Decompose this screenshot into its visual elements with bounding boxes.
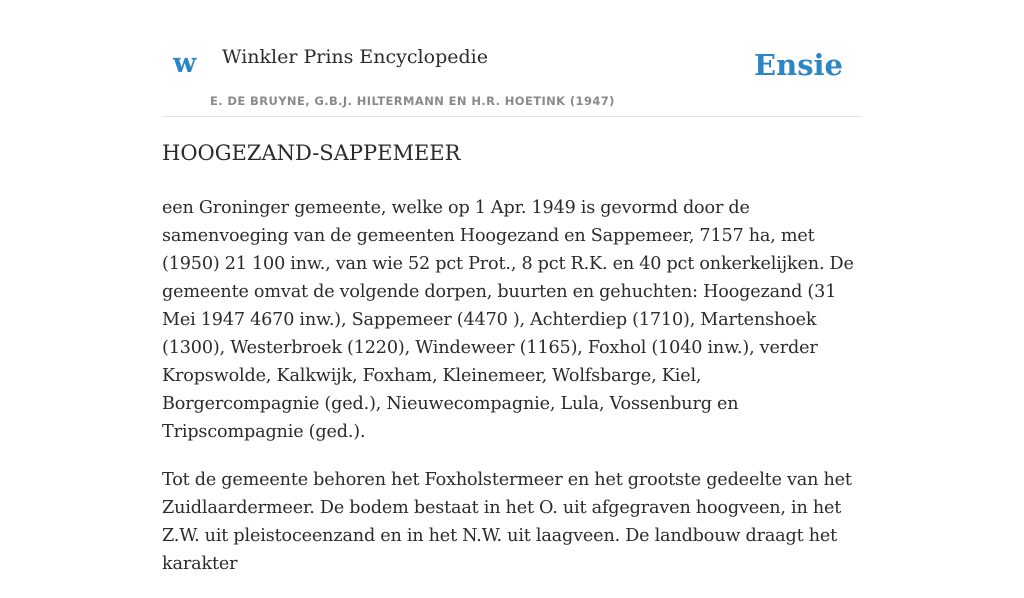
article-title: HOOGEZAND-SAPPEMEER bbox=[162, 141, 461, 165]
ensie-brand-logo[interactable]: Ensie bbox=[754, 48, 843, 82]
site-title[interactable]: Winkler Prins Encyclopedie bbox=[222, 46, 488, 68]
article-paragraph-2: Tot de gemeente behoren het Foxholstermeer en het grootste gedeelte van het Zuidlaardermeer. De bodem bestaat in het O. uit afgegraven hoogveen, in het Z.W. uit pleistoceenzand en in het N.W. uit laagveen. De landbouw draagt het karakter bbox=[162, 470, 852, 575]
site-header bbox=[162, 0, 862, 117]
authors-byline: E. DE BRUYNE, G.B.J. HILTERMANN EN H.R. HOETINK (1947) bbox=[210, 94, 615, 108]
article bbox=[162, 139, 862, 598]
article-paragraph-1: een Groninger gemeente, welke op 1 Apr. 1949 is gevormd door de samenvoeging van de gemeenten Hoogezand en Sappemeer, 7157 ha, met (1950) 21 100 inw., van wie 52 pct Prot., 8 pct R.K. en 40 pct onkerkelijken. De gemeente omvat de volgende dorpen, buurten en gehuchten: Hoogezand (31 Mei 1947 4670 inw.), Sappemeer (4470 ), Achterdiep (1710), Martenshoek (1300), Westerbroek (1220), Windeweer (1165), Foxhol (1040 inw.), verder Kropswolde, Kalkwijk, Foxham, Kleinemeer, Wolfsbarge, Kiel, Borgercompagnie (ged.), Nieuwecompagnie, Lula, Vossenburg en Tripscompagnie (ged.). bbox=[162, 198, 854, 443]
wp-logo-icon[interactable]: w bbox=[173, 48, 197, 79]
